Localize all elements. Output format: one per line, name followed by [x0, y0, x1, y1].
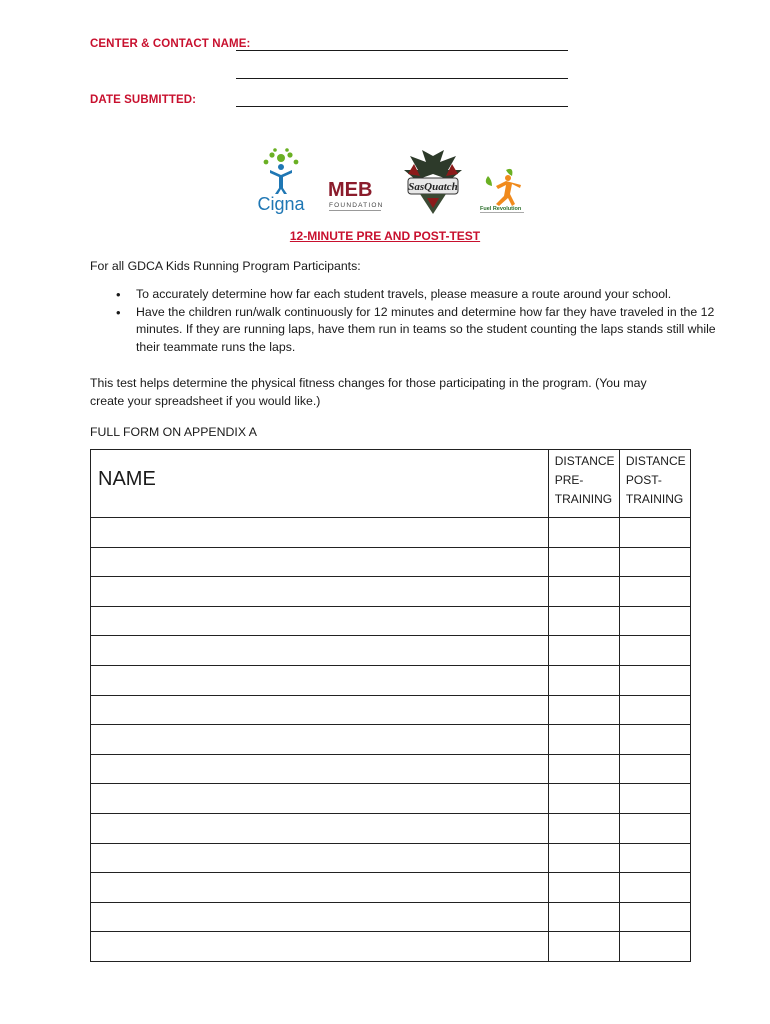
table-row [91, 547, 691, 577]
table-row [91, 813, 691, 843]
appendix-note: FULL FORM ON APPENDIX A [90, 425, 257, 439]
date-submitted-line[interactable] [236, 106, 568, 107]
distance-post-cell[interactable] [619, 695, 690, 725]
table-row [91, 902, 691, 932]
fuel-revolution-logo [478, 166, 532, 216]
distance-post-cell[interactable] [619, 577, 690, 607]
distance-pre-cell[interactable] [548, 784, 619, 814]
distance-post-cell[interactable] [619, 725, 690, 755]
distance-pre-cell[interactable] [548, 754, 619, 784]
name-cell[interactable] [91, 843, 549, 873]
svg-text:MEB: MEB [328, 179, 373, 201]
name-cell[interactable] [91, 725, 549, 755]
name-cell[interactable] [91, 784, 549, 814]
distance-post-cell[interactable] [619, 606, 690, 636]
svg-text:Cigna: Cigna [257, 194, 305, 214]
form-rows [91, 518, 691, 962]
distance-pre-header: DISTANCE PRE- TRAINING [548, 450, 619, 518]
distance-pre-cell[interactable] [548, 843, 619, 873]
summary-text: This test helps determine the physical fitness changes for those participating in the program. (You may create your spreadsheet if you would like.) [90, 376, 647, 408]
page-title: 12-MINUTE PRE AND POST-TEST [289, 229, 481, 243]
table-row [91, 636, 691, 666]
name-cell[interactable] [91, 518, 549, 548]
meb-foundation-logo [328, 178, 386, 214]
instructions-list [90, 286, 724, 356]
name-header-label: NAME [98, 468, 156, 490]
distance-pre-cell[interactable] [548, 873, 619, 903]
distance-post-cell[interactable] [619, 932, 690, 962]
distance-post-cell[interactable] [619, 547, 690, 577]
name-cell[interactable] [91, 754, 549, 784]
table-row [91, 518, 691, 548]
list-item: • To accurately determine how far each student travels, please measure a route around your school. [136, 286, 724, 304]
distance-post-cell[interactable] [619, 636, 690, 666]
name-column-header [91, 450, 549, 518]
table-row [91, 606, 691, 636]
distance-form-table [90, 449, 691, 962]
name-cell[interactable] [91, 606, 549, 636]
center-contact-line-2[interactable] [236, 78, 568, 79]
distance-pre-cell[interactable] [548, 665, 619, 695]
distance-pre-cell[interactable] [548, 636, 619, 666]
cigna-logo [250, 148, 312, 214]
distance-pre-cell[interactable] [548, 695, 619, 725]
distance-post-header: DISTANCE POST- TRAINING [619, 450, 690, 518]
name-cell[interactable] [91, 547, 549, 577]
distance-post-cell[interactable] [619, 843, 690, 873]
table-row [91, 932, 691, 962]
distance-post-cell[interactable] [619, 902, 690, 932]
intro-text: For all GDCA Kids Running Program Participants: [90, 259, 361, 273]
name-cell[interactable] [91, 873, 549, 903]
sponsor-logos [248, 148, 538, 218]
name-cell[interactable] [91, 695, 549, 725]
distance-post-cell[interactable] [619, 518, 690, 548]
center-contact-label: CENTER & CONTACT NAME: [90, 38, 251, 50]
list-item: • Have the children run/walk continuously for 12 minutes and determine how far they have traveled in the 12 minutes. If they are running laps, have them run in teams so the student counting the laps stands still while their teammate runs the laps. [136, 304, 724, 357]
table-row [91, 873, 691, 903]
name-cell[interactable] [91, 902, 549, 932]
name-cell[interactable] [91, 577, 549, 607]
distance-pre-cell[interactable] [548, 518, 619, 548]
name-cell[interactable] [91, 636, 549, 666]
name-cell[interactable] [91, 665, 549, 695]
table-row [91, 695, 691, 725]
table-row [91, 665, 691, 695]
distance-post-cell[interactable] [619, 784, 690, 814]
distance-post-cell[interactable] [619, 665, 690, 695]
date-submitted-label: DATE SUBMITTED: [90, 94, 197, 106]
name-cell[interactable] [91, 932, 549, 962]
table-row [91, 843, 691, 873]
distance-pre-cell[interactable] [548, 902, 619, 932]
table-header-row [91, 450, 691, 518]
distance-pre-cell[interactable] [548, 606, 619, 636]
sasquatch-logo [400, 150, 466, 216]
svg-text:SasQuatch: SasQuatch [408, 181, 458, 193]
name-cell[interactable] [91, 813, 549, 843]
svg-text:Fuel Revolution: Fuel Revolution [480, 206, 522, 212]
distance-post-cell[interactable] [619, 873, 690, 903]
table-row [91, 725, 691, 755]
distance-pre-cell[interactable] [548, 725, 619, 755]
distance-post-cell[interactable] [619, 754, 690, 784]
table-row [91, 784, 691, 814]
distance-pre-cell[interactable] [548, 577, 619, 607]
table-row [91, 754, 691, 784]
distance-pre-cell[interactable] [548, 813, 619, 843]
table-row [91, 577, 691, 607]
distance-post-cell[interactable] [619, 813, 690, 843]
svg-text:FOUNDATION: FOUNDATION [329, 202, 384, 209]
distance-pre-cell[interactable] [548, 547, 619, 577]
distance-pre-cell[interactable] [548, 932, 619, 962]
center-contact-line-1[interactable] [236, 50, 568, 51]
